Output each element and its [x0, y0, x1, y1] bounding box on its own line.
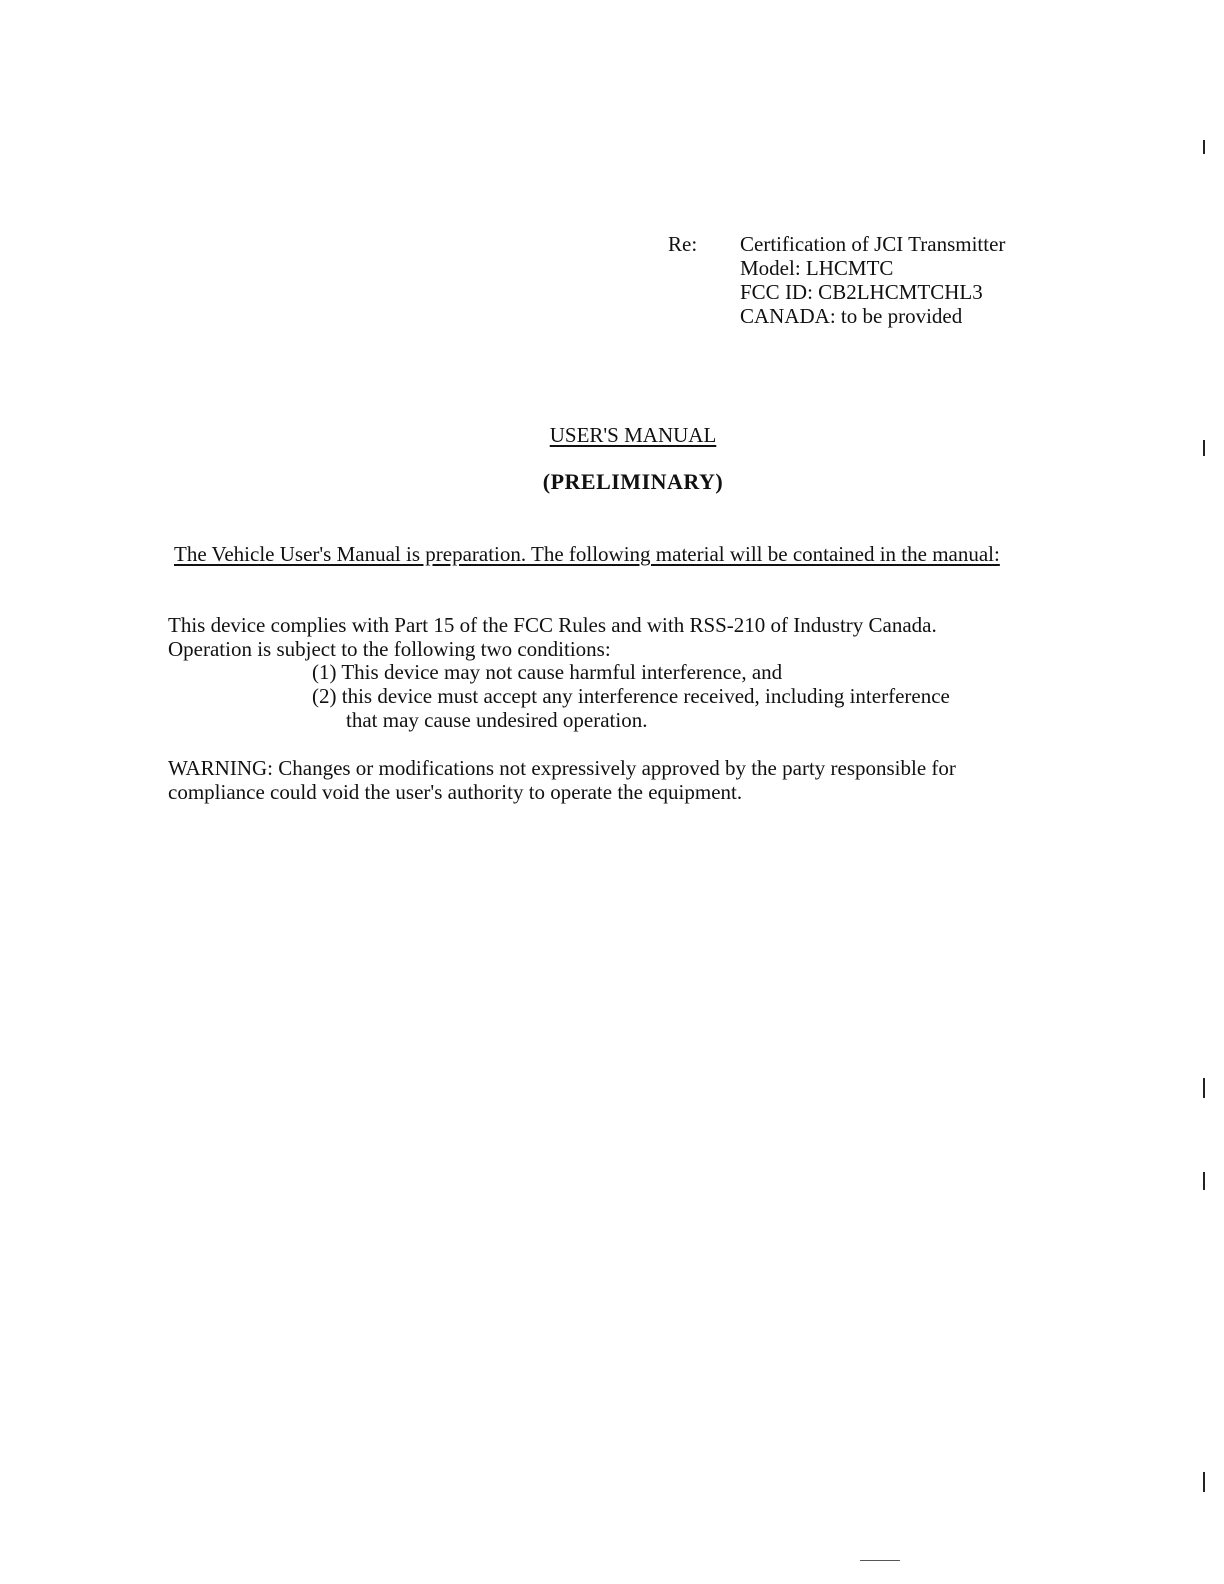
condition-1: (1) This device may not cause harmful interference, and [312, 660, 783, 684]
page-title: USER'S MANUAL [549, 423, 717, 447]
warning-line-2: compliance could void the user's authority to operate the equipment. [168, 780, 743, 804]
warning-line-1: WARNING: Changes or modifications not expressively approved by the party responsible for [168, 756, 956, 780]
conditions-list [312, 660, 950, 708]
page-subtitle: (PRELIMINARY) [542, 469, 724, 494]
re-line-fcc-id: FCC ID: CB2LHCMTCHL3 [740, 280, 983, 304]
intro-text: The Vehicle User's Manual is preparation. The following material will be contained in the manual: [174, 542, 1000, 566]
re-line-certification: Certification of JCI Transmitter [740, 232, 1006, 256]
compliance-line-2: Operation is subject to the following two conditions: [168, 637, 611, 661]
margin-mark [1203, 1472, 1205, 1492]
re-label: Re: [668, 232, 698, 256]
condition-2: (2) this device must accept any interference received, including interference [312, 684, 950, 708]
re-line-canada: CANADA: to be provided [740, 304, 963, 328]
compliance-line-1: This device complies with Part 15 of the FCC Rules and with RSS-210 of Industry Canada. [168, 613, 937, 637]
re-line-model: Model: LHCMTC [740, 256, 894, 280]
bottom-edge-mark [860, 1560, 900, 1561]
margin-mark [1203, 140, 1205, 154]
margin-mark [1203, 1078, 1205, 1098]
re-block [740, 232, 1005, 328]
margin-mark [1203, 1172, 1205, 1190]
condition-2-continued: that may cause undesired operation. [346, 708, 648, 732]
warning-statement [168, 756, 956, 804]
compliance-statement [168, 613, 937, 661]
margin-mark [1203, 440, 1205, 456]
